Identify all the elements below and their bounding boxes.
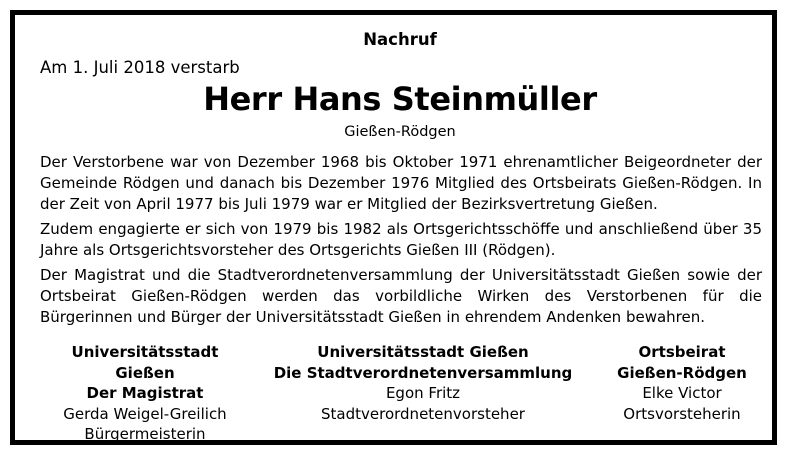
body-paragraph: Zudem engagierte er sich von 1979 bis 1982 als Ortsgerichtsschöffe und anschließend über 35 Jahre als Ortsgerichtsvorsteher des Ortsgerichts Gießen III (Rödgen).: [40, 220, 762, 259]
signature-block-stadtverordnetenversammlung: [268, 342, 578, 424]
signature-role: Stadtverordnetenvorsteher: [321, 404, 525, 423]
body-paragraph: Der Verstorbene war von Dezember 1968 bis Oktober 1971 ehrenamtlicher Beigeordneter der Gemeinde Rödgen und danach bis Dezember 1976 Mitglied des Ortsbeirats Gießen-Rödgen. In der Zeit von April 1977 bis Juli 1979 war er Mitglied der Bezirksvertretung Gießen.: [40, 153, 762, 213]
notice-heading: Nachruf: [363, 30, 437, 49]
death-date-line: Am 1. Juli 2018 verstarb: [40, 58, 240, 77]
signature-suborg: Gießen-Rödgen: [617, 363, 747, 382]
signature-org: Universitätsstadt Gießen: [317, 343, 529, 361]
signature-person: Gerda Weigel-Greilich: [63, 404, 227, 423]
signature-person: Egon Fritz: [385, 384, 461, 402]
signature-suborg: Die Stadtverordnetenversammlung: [273, 363, 573, 382]
body-paragraph: Der Magistrat und die Stadtverordnetenversammlung der Universitätsstadt Gießen sowie der Ortsbeirat Gießen-Rödgen werden das vorbildliche Wirken des Verstorbenen für die Bürgerinnen und Bürger der Universitätsstadt Gießen in ehrendem Andenken bewahren.: [40, 266, 762, 326]
deceased-name: Herr Hans Steinmüller: [203, 80, 597, 118]
signature-role: Ortsvorsteherin: [623, 404, 741, 423]
signature-block-ortsbeirat: [600, 342, 764, 424]
signature-org: Ortsbeirat: [638, 343, 726, 361]
signature-suborg: Der Magistrat: [86, 384, 204, 402]
signature-role: Bürgermeisterin: [84, 425, 206, 443]
notice-body: [40, 152, 762, 332]
signature-org: Universitätsstadt Gießen: [71, 343, 219, 382]
deceased-place: Gießen-Rödgen: [344, 124, 456, 140]
signature-person: Elke Victor: [642, 384, 722, 402]
signature-block-magistrat: [40, 342, 250, 445]
